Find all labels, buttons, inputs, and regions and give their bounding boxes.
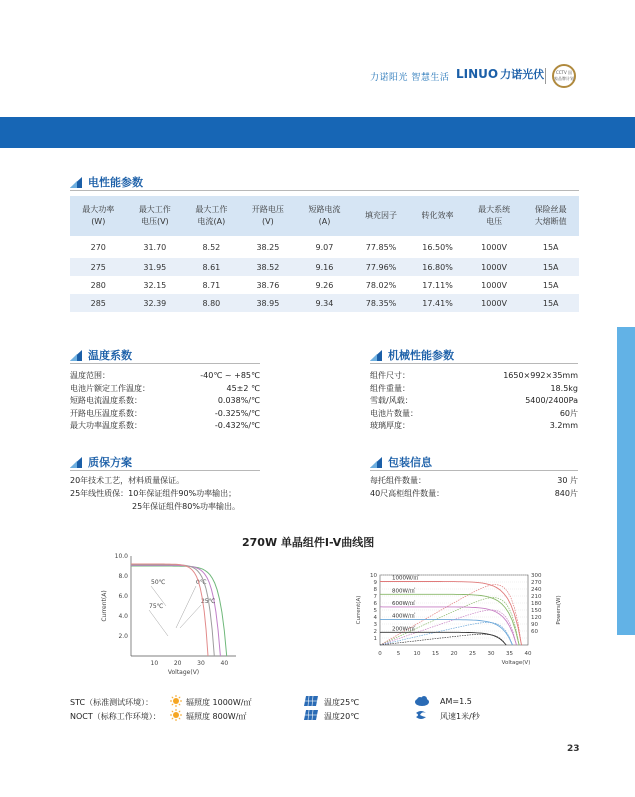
leader-line (149, 610, 168, 636)
table-cell: 17.11% (422, 280, 453, 290)
section-marker-icon (370, 350, 382, 361)
stc-label: STC（标准测试环境）： (70, 698, 154, 707)
iv-temperature-chart (96, 546, 246, 676)
y-tick-label: 4 (373, 615, 377, 621)
x-tick-label: 0 (378, 651, 382, 657)
y-tick-label: 2 (373, 629, 377, 635)
section-marker-icon (370, 457, 382, 468)
series-label: 0℃ (196, 579, 207, 586)
spec-label: 雪载/风载： (370, 396, 413, 405)
sun-icon (170, 695, 182, 707)
section-mechanical-title (370, 347, 454, 363)
section-divider (70, 363, 260, 364)
column-header: 最大功率 (W) (70, 196, 127, 236)
spec-value: 840片 (554, 488, 578, 498)
brand-latin: LINUO (456, 67, 499, 81)
column-header: 最大工作 电流(A) (183, 196, 240, 236)
table-cell: 38.52 (240, 258, 297, 276)
badge-text: CCTV 国家品牌计划 (554, 70, 574, 81)
table-cell: 15A (522, 294, 579, 312)
column-header: 转化效率 (409, 196, 466, 236)
spec-row (370, 370, 578, 383)
spec-label: 组件重量： (370, 383, 410, 393)
spec-label: 最大功率温度系数： (70, 421, 142, 430)
column-header: 最大系统 电压 (466, 196, 523, 236)
leader-line (180, 605, 201, 628)
section-packing-title (370, 454, 432, 470)
wind-icon (414, 709, 428, 721)
spec-row (370, 488, 578, 501)
spec-value: -40℃ ~ +85℃ (200, 371, 260, 380)
section-title-text: 包装信息 (388, 456, 432, 469)
table-cell: 38.25 (256, 242, 280, 252)
spec-label: 每托组件数量： (370, 476, 426, 485)
noct-irradiance: 辐照度 800W/㎡ (186, 712, 247, 721)
section-title-text: 温度系数 (88, 349, 132, 362)
column-header: 最大工作 电压(V) (127, 196, 184, 236)
section-title-text: 机械性能参数 (388, 349, 454, 362)
table-cell: 77.96% (353, 258, 410, 276)
y2-tick-label: 180 (531, 601, 542, 607)
series-label: 1000W/㎡ (392, 575, 419, 582)
table-cell: 16.50% (422, 242, 453, 252)
stc-am: AM=1.5 (440, 697, 472, 706)
warranty-line-3: 25年保证组件80%功率输出。 (132, 502, 240, 511)
table-cell: 32.39 (127, 294, 184, 312)
table-cell: 1000V (481, 280, 508, 290)
table-cell: 15A (542, 280, 559, 290)
brand-cn: 力诺光伏 (500, 68, 545, 81)
stc-temperature: 温度25℃ (324, 698, 360, 707)
brand-slogan: 力诺阳光 智慧生活 (370, 73, 450, 83)
table-cell: 77.85% (365, 242, 397, 252)
table-cell: 9.34 (296, 294, 353, 312)
column-header: 开路电压 (V) (240, 196, 297, 236)
y2-tick-label: 150 (531, 608, 542, 614)
y-tick-label: 10 (370, 573, 377, 579)
sun-icon (170, 709, 182, 721)
series-label: 50℃ (151, 579, 166, 586)
electrical-table (70, 196, 579, 312)
table-body (70, 236, 579, 312)
table-cell: 78.02% (365, 280, 397, 290)
x-tick-label: 35 (506, 651, 513, 657)
y2-axis-label: Powers(W) (556, 595, 562, 625)
solar-panel-icon (303, 695, 319, 707)
spec-row (70, 383, 260, 396)
table-row (70, 294, 579, 312)
y2-tick-label: 210 (531, 594, 542, 600)
table-cell: 8.80 (183, 294, 240, 312)
y-tick-label: 8.0 (118, 573, 128, 580)
series-label: 25℃ (201, 598, 216, 605)
spec-row (70, 370, 260, 383)
mechanical-list (370, 370, 578, 433)
y-tick-label: 3 (373, 622, 377, 628)
spec-label: 电池片数量： (370, 408, 418, 418)
table-row (70, 236, 579, 258)
spec-row (370, 420, 578, 433)
packing-list (370, 475, 578, 500)
table-cell: 32.15 (143, 280, 167, 290)
y2-tick-label: 270 (531, 580, 542, 586)
x-tick-label: 5 (396, 651, 401, 657)
table-row (70, 258, 579, 276)
section-divider (70, 190, 579, 191)
series-line (131, 566, 227, 656)
spec-value: 3.2mm (549, 421, 578, 430)
table-cell: 38.95 (240, 294, 297, 312)
spec-label: 玻璃厚度： (370, 421, 410, 430)
spec-value: 5400/2400Pa (525, 396, 578, 405)
section-warranty-title (70, 454, 132, 470)
table-cell: 1000V (466, 258, 523, 276)
series-label: 600W/㎡ (392, 600, 416, 607)
table-cell: 78.35% (353, 294, 410, 312)
spec-value: -0.325%/℃ (214, 408, 260, 418)
spec-row (370, 408, 578, 421)
page-number: 23 (567, 744, 580, 754)
table-cell: 270 (90, 242, 106, 252)
section-divider (70, 470, 260, 471)
table-cell: 9.26 (315, 280, 334, 290)
noct-temperature: 温度20℃ (324, 712, 360, 721)
spec-row (370, 475, 578, 488)
y2-tick-label: 240 (531, 587, 542, 593)
x-tick-label: 10 (150, 660, 159, 667)
series-label: 400W/㎡ (392, 613, 416, 620)
section-electrical-title (70, 174, 143, 190)
spec-value: 18.5kg (550, 383, 578, 393)
x-axis-label: Voltage(V) (167, 669, 200, 676)
spec-label: 温度范围： (70, 371, 110, 380)
spec-label: 短路电流温度系数： (70, 396, 142, 405)
cloud-icon (414, 695, 430, 707)
table-cell: 31.95 (127, 258, 184, 276)
y-tick-label: 1 (373, 636, 377, 642)
x-tick-label: 40 (220, 660, 229, 667)
noct-label: NOCT（标称工作环境）： (70, 712, 161, 721)
spec-label: 开路电压温度系数： (70, 408, 142, 418)
spec-value: 60片 (559, 408, 578, 418)
table-cell: 17.41% (409, 294, 466, 312)
column-header: 短路电流 (A) (296, 196, 353, 236)
column-header: 填充因子 (353, 196, 410, 236)
x-tick-label: 40 (524, 651, 532, 657)
y2-tick-label: 120 (531, 615, 542, 621)
x-axis-label: Voltage(V) (501, 660, 531, 666)
y-tick-label: 9 (373, 580, 377, 586)
y-tick-label: 8 (373, 587, 377, 593)
section-marker-icon (70, 457, 82, 468)
series-label: 200W/㎡ (392, 626, 416, 633)
brand-logo (456, 66, 544, 82)
spec-label: 40尺高柜组件数量： (370, 488, 445, 498)
y-axis-label: Current(A) (101, 590, 108, 622)
header-divider (545, 68, 546, 84)
x-tick-label: 20 (173, 660, 182, 667)
y-tick-label: 2.0 (118, 633, 128, 640)
solar-panel-icon (303, 709, 319, 721)
y-tick-label: 6 (373, 601, 377, 607)
stc-irradiance: 辐照度 1000W/㎡ (186, 698, 252, 707)
table-cell: 8.61 (183, 258, 240, 276)
temperature-list (70, 370, 260, 433)
section-title-text: 电性能参数 (88, 176, 143, 189)
table-cell: 15A (522, 258, 579, 276)
cctv-badge-icon (552, 64, 576, 88)
section-marker-icon (70, 177, 82, 188)
section-divider (370, 470, 578, 471)
x-tick-label: 30 (197, 660, 205, 667)
spec-value: 45±2 ℃ (226, 383, 260, 393)
y-axis-label: Current(A) (356, 595, 362, 625)
y-tick-label: 10.0 (114, 553, 128, 560)
warranty-line-1: 20年技术工艺，材料质量保证。 (70, 476, 185, 485)
spec-label: 电池片额定工作温度： (70, 383, 150, 393)
spec-value: -0.432%/℃ (214, 421, 260, 430)
table-cell: 285 (70, 294, 127, 312)
table-cell: 280 (90, 280, 106, 290)
spec-value: 30 片 (557, 476, 578, 485)
x-tick-label: 10 (413, 651, 421, 657)
section-temperature-title (70, 347, 132, 363)
column-header: 保险丝最 大熔断值 (522, 196, 579, 236)
spec-row (370, 395, 578, 408)
spec-label: 组件尺寸： (370, 371, 410, 380)
y-tick-label: 5 (373, 608, 377, 614)
x-tick-label: 25 (469, 651, 476, 657)
series-label: 75℃ (149, 603, 164, 610)
section-marker-icon (70, 350, 82, 361)
table-cell: 1000V (466, 294, 523, 312)
table-header-row (70, 196, 579, 236)
y2-tick-label: 60 (531, 629, 538, 635)
y-tick-label: 4.0 (118, 613, 128, 620)
side-tab (617, 327, 635, 635)
table-cell: 8.52 (202, 242, 221, 252)
pv-series-line (380, 634, 506, 645)
noct-wind: 风速1米/秒 (440, 712, 480, 721)
spec-row (370, 383, 578, 396)
spec-row (70, 395, 260, 408)
iv-irradiance-chart (352, 565, 568, 670)
y-tick-label: 6.0 (118, 593, 128, 600)
series-label: 800W/㎡ (392, 588, 416, 595)
table-cell: 15A (542, 242, 559, 252)
y-tick-label: 7 (373, 594, 377, 600)
spec-row (70, 420, 260, 433)
section-divider (370, 363, 578, 364)
table-row (70, 276, 579, 294)
spec-value: 1650×992×35mm (503, 371, 578, 380)
y2-tick-label: 90 (531, 622, 538, 628)
header-banner (0, 117, 635, 148)
spec-row (70, 408, 260, 421)
table-cell: 8.71 (202, 280, 221, 290)
warranty-line-2: 25年线性质保：10年保证组件90%功率输出； (70, 489, 237, 498)
table-cell: 275 (70, 258, 127, 276)
x-tick-label: 20 (450, 651, 458, 657)
table-cell: 31.70 (143, 242, 167, 252)
table-cell: 9.16 (296, 258, 353, 276)
table-cell: 1000V (481, 242, 508, 252)
y2-tick-label: 300 (531, 573, 542, 579)
x-tick-label: 15 (432, 651, 439, 657)
chart-section-title: 270W 单晶组件I-V曲线图 (242, 536, 375, 549)
x-tick-label: 30 (487, 651, 495, 657)
table-cell: 38.76 (256, 280, 280, 290)
spec-value: 0.038%/℃ (217, 396, 260, 405)
section-title-text: 质保方案 (88, 456, 132, 469)
table-cell: 9.07 (315, 242, 334, 252)
table-cell: 16.80% (409, 258, 466, 276)
